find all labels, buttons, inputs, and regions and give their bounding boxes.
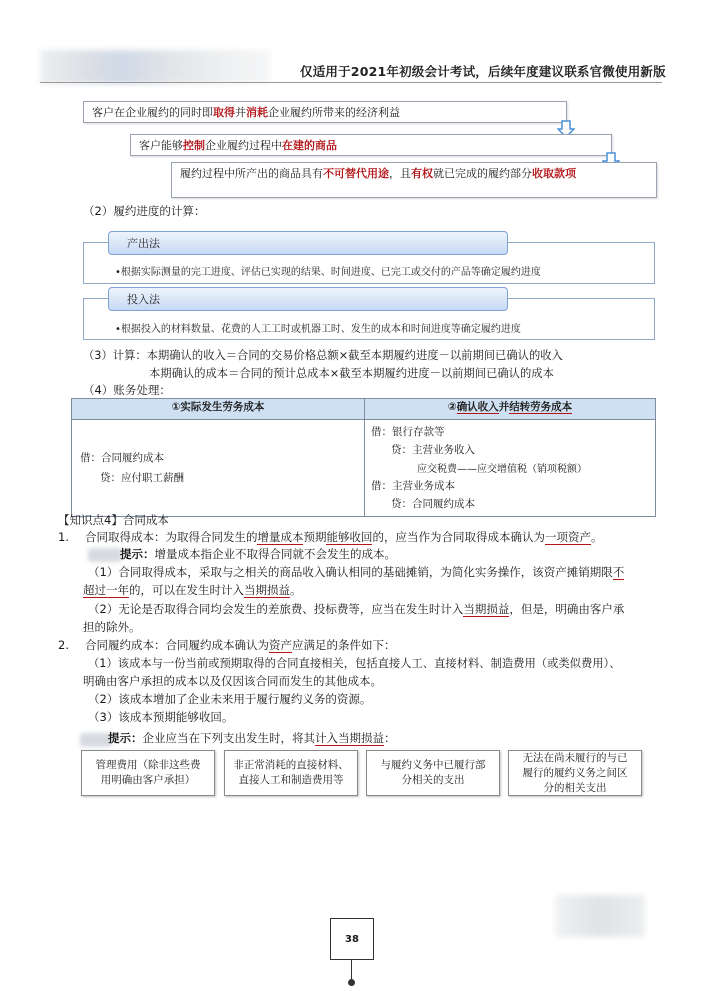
kp4-p1: （1）合同取得成本，采取与之相关的商品收入确认相同的基础摊销，为简化实务操作，该资产摊销期限不 xyxy=(88,565,625,579)
table-header-col2: ②确认收入并结转劳务成本 xyxy=(365,399,656,420)
kp4-item1: 1. 合同取得成本：为取得合同发生的增量成本预期能够收回的，应当作为合同取得成本确认为一项资产。 xyxy=(58,530,603,544)
page-number-dot xyxy=(348,979,355,986)
highlight-text: 消耗 xyxy=(246,106,268,119)
table-header-col1: ①实际发生劳务成本 xyxy=(72,399,365,420)
kp4-c1: （1）该成本与一份当前或预期取得的合同直接相关，包括直接人工、直接材料、制造费用（或类似费用）、 xyxy=(88,657,621,670)
condition-text: ，且 xyxy=(389,167,411,180)
kp4-tip1: 提示：增量成本指企业不取得合同就不会发生的成本。 xyxy=(120,547,396,561)
condition-box-3 xyxy=(171,162,657,198)
expense-box-4: 无法在尚未履行的与已 履行的履约义务之间区 分的相关支出 xyxy=(508,750,642,796)
condition-text: 企业履约过程中 xyxy=(205,139,282,152)
page-number: 38 xyxy=(330,918,374,960)
highlight-text: 收取款项 xyxy=(532,167,576,180)
accounting-table xyxy=(71,398,656,517)
condition-box-2 xyxy=(130,134,612,156)
table-cell-col2: 借：银行存款等 贷：主营业务收入 应交税费——应交增值税（销项税额） 借：主营业务成本 贷：合同履约成本 xyxy=(365,420,656,517)
kp4-c3: （3）该成本预期能够收回。 xyxy=(88,710,234,724)
kp4-p2: （2）无论是否取得合同均会发生的差旅费、投标费等，应当在发生时计入当期损益，但是，明确由客户承 xyxy=(88,602,625,616)
kp4-c2: （2）该成本增加了企业未来用于履行履约义务的资源。 xyxy=(88,692,372,706)
method-pill-1: 产出法 xyxy=(108,231,508,255)
condition-text: 并 xyxy=(235,106,246,119)
header-rule xyxy=(40,82,662,83)
header-logo-blur xyxy=(40,50,270,84)
kp4-p1-cont: 超过一年的，可以在发生时计入当期损益。 xyxy=(83,583,302,597)
section4-title: （4）账务处理： xyxy=(83,383,171,397)
highlight-text: 有权 xyxy=(411,167,433,180)
condition-text: 就已完成的履约部分 xyxy=(433,167,532,180)
highlight-text: 取得 xyxy=(213,106,235,119)
highlight-text: 控制 xyxy=(183,139,205,152)
corner-watermark-blur xyxy=(555,895,645,937)
section3-line2: 本期确认的成本＝合同的预计总成本×截至本期履约进度－以前期间已确认的成本 xyxy=(149,367,554,380)
expense-box-3: 与履约义务中已履行部 分相关的支出 xyxy=(366,750,500,796)
kp4-title: 【知识点4】合同成本 xyxy=(58,513,169,527)
kp4-tip2: 提示：企业应当在下列支出发生时，将其计入当期损益： xyxy=(108,731,396,745)
condition-text: 企业履约所带来的经济利益 xyxy=(268,106,400,119)
transfer-cost-mark: 结转劳务成本 xyxy=(509,401,573,413)
condition-text: 履约过程中所产出的商品具有 xyxy=(180,167,323,180)
condition-text: 客户在企业履约的同时即 xyxy=(92,106,213,119)
section3-line1: （3）计算：本期确认的收入＝合同的交易价格总额×截至本期履约进度－以前期间已确认的收入 xyxy=(83,349,563,362)
confirm-revenue-mark: 确认收入 xyxy=(456,401,499,413)
condition-text: 客户能够 xyxy=(139,139,183,152)
section2-title: （2）履约进度的计算： xyxy=(83,204,206,218)
tip-icon-blur xyxy=(88,548,122,562)
highlight-text: 在建的商品 xyxy=(282,139,337,152)
highlight-text: 不可替代用途 xyxy=(323,167,389,180)
condition-box-1 xyxy=(83,101,567,123)
header-title: 仅适用于2021年初级会计考试，后续年度建议联系官微使用新版 xyxy=(300,64,666,79)
expense-box-1: 管理费用（除非这些费 用明确由客户承担） xyxy=(81,750,215,796)
kp4-c1-cont: 明确由客户承担的成本以及仅因该合同而发生的其他成本。 xyxy=(83,674,382,688)
method-desc-2: •根据投入的材料数量、花费的人工工时或机器工时、发生的成本和时间进度等确定履约进度 xyxy=(115,324,521,335)
table-cell-col1: 借：合同履约成本 贷：应付职工薪酬 xyxy=(72,420,365,517)
method-pill-2: 投入法 xyxy=(108,287,508,311)
expense-box-2: 非正常消耗的直接材料、 直接人工和制造费用等 xyxy=(224,750,358,796)
kp4-item2: 2. 合同履约成本：合同履约成本确认为资产应满足的条件如下： xyxy=(58,638,396,652)
kp4-p2-cont: 担的除外。 xyxy=(83,620,141,634)
method-desc-1: •根据实际测量的完工进度、评估已实现的结果、时间进度、已完工或交付的产品等确定履约进度 xyxy=(115,267,541,278)
